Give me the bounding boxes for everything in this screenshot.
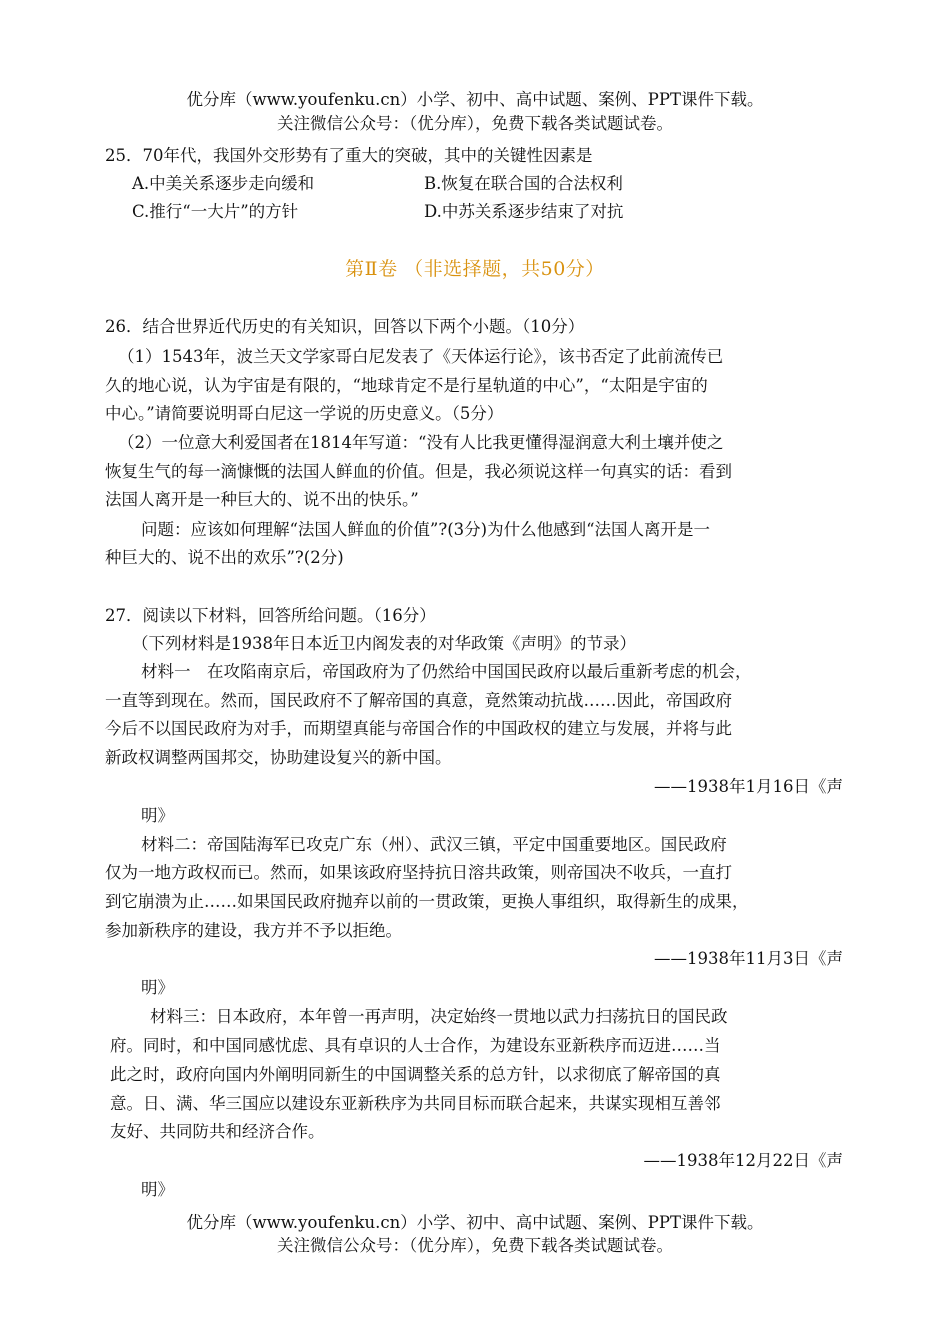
q27-material3-line-4: 意。日、满、华三国应以建设东亚新秩序为共同目标而联合起来，共谋实现相互善邻 bbox=[110, 1094, 721, 1113]
q27-material2-line-1: 材料二：帝国陆海军已攻克广东（州）、武汉三镇，平定中国重要地区。国民政府 bbox=[141, 835, 727, 854]
footer-line-2: 关注微信公众号：（优分库），免费下载各类试题试卷。 bbox=[277, 1236, 673, 1255]
q25-option-c: C.推行“一大片”的方针 bbox=[132, 202, 299, 221]
q27-material3-line-3: 此之时，政府向国内外阐明同新生的中国调整关系的总方针，以求彻底了解帝国的真 bbox=[110, 1065, 721, 1084]
q27-material2-line-4: 参加新秩序的建设，我方并不予以拒绝。 bbox=[105, 921, 402, 940]
q27-material2-source-tail: 明》 bbox=[141, 978, 174, 997]
q27-material3-line-5: 友好、共同防共和经济合作。 bbox=[110, 1122, 325, 1141]
q26-question-line-1: 问题：应该如何理解“法国人鲜血的价值”?(3分)为什么他感到“法国人离开是一 bbox=[141, 520, 711, 539]
q26-part2-line-2: 恢复生气的每一滴慷慨的法国人鲜血的价值。但是，我必须说这样一句真实的话：看到 bbox=[105, 462, 732, 481]
q26-stem: 26．结合世界近代历史的有关知识，回答以下两个小题。（10分） bbox=[105, 317, 585, 336]
q26-question-line-2: 种巨大的、说不出的欢乐”?(2分) bbox=[105, 548, 344, 567]
header-line-1: 优分库（www.youfenku.cn）小学、初中、高中试题、案例、PPT课件下载。 bbox=[186, 90, 764, 109]
q26-part1-line-2: 久的地心说，认为宇宙是有限的，“地球肯定不是行星轨道的中心”，“太阳是宇宙的 bbox=[105, 376, 708, 395]
q27-material3-line-2: 府。同时，和中国同感忧虑、具有卓识的人士合作，为建设东亚新秩序而迈进……当 bbox=[110, 1036, 721, 1055]
q25-option-b: B.恢复在联合国的合法权利 bbox=[424, 174, 623, 193]
q27-stem: 27．阅读以下材料，回答所给问题。（16分） bbox=[105, 606, 436, 625]
q27-material2-line-3: 到它崩溃为止……如果国民政府抛弃以前的一贯政策，更换人事组织，取得新生的成果， bbox=[105, 892, 749, 911]
q26-part1-line-1: （1）1543年，波兰天文学家哥白尼发表了《天体运行论》，该书否定了此前流传已 bbox=[118, 347, 724, 366]
q26-part2-line-1: （2）一位意大利爱国者在1814年写道：“没有人比我更懂得湿润意大利土壤并使之 bbox=[118, 433, 724, 452]
q25-stem: 25．70年代，我国外交形势有了重大的突破，其中的关键性因素是 bbox=[105, 146, 593, 165]
q27-material1-line-4: 新政权调整两国邦交，协助建设复兴的新中国。 bbox=[105, 748, 452, 767]
q27-material1-line-1: 材料一 在攻陷南京后，帝国政府为了仍然给中国国民政府以最后重新考虑的机会， bbox=[141, 662, 752, 681]
q27-material2-source: ——1938年11月3日《声 bbox=[654, 949, 843, 968]
q26-part1-line-3: 中心。”请简要说明哥白尼这一学说的历史意义。（5分） bbox=[105, 404, 504, 423]
q27-material3-source: ——1938年12月22日《声 bbox=[643, 1151, 843, 1170]
header-line-2: 关注微信公众号：（优分库），免费下载各类试题试卷。 bbox=[277, 114, 673, 133]
q27-material1-source-tail: 明》 bbox=[141, 806, 174, 825]
q27-material3-source-tail: 明》 bbox=[141, 1180, 174, 1199]
q27-material1-line-2: 一直等到现在。然而，国民政府不了解帝国的真意，竟然策动抗战……因此，帝国政府 bbox=[105, 691, 732, 710]
section-2-title: 第Ⅱ卷 （非选择题，共50分） bbox=[345, 258, 605, 280]
q27-material2-line-2: 仅为一地方政权而已。然而，如果该政府坚持抗日溶共政策，则帝国决不收兵，一直打 bbox=[105, 863, 732, 882]
q26-part2-line-3: 法国人离开是一种巨大的、说不出的快乐。” bbox=[105, 490, 419, 509]
q27-material3-line-1: 材料三：日本政府，本年曾一再声明，决定始终一贯地以武力扫荡抗日的国民政 bbox=[150, 1007, 728, 1026]
q25-option-a: A.中美关系逐步走向缓和 bbox=[132, 174, 315, 193]
q27-material1-source: ——1938年1月16日《声 bbox=[654, 777, 843, 796]
q25-option-d: D.中苏关系逐步结束了对抗 bbox=[424, 202, 624, 221]
q27-intro: （下列材料是1938年日本近卫内阁发表的对华政策《声明》的节录） bbox=[132, 634, 636, 653]
q27-material1-line-3: 今后不以国民政府为对手，而期望真能与帝国合作的中国政权的建立与发展，并将与此 bbox=[105, 719, 732, 738]
footer-line-1: 优分库（www.youfenku.cn）小学、初中、高中试题、案例、PPT课件下载。 bbox=[186, 1213, 764, 1232]
